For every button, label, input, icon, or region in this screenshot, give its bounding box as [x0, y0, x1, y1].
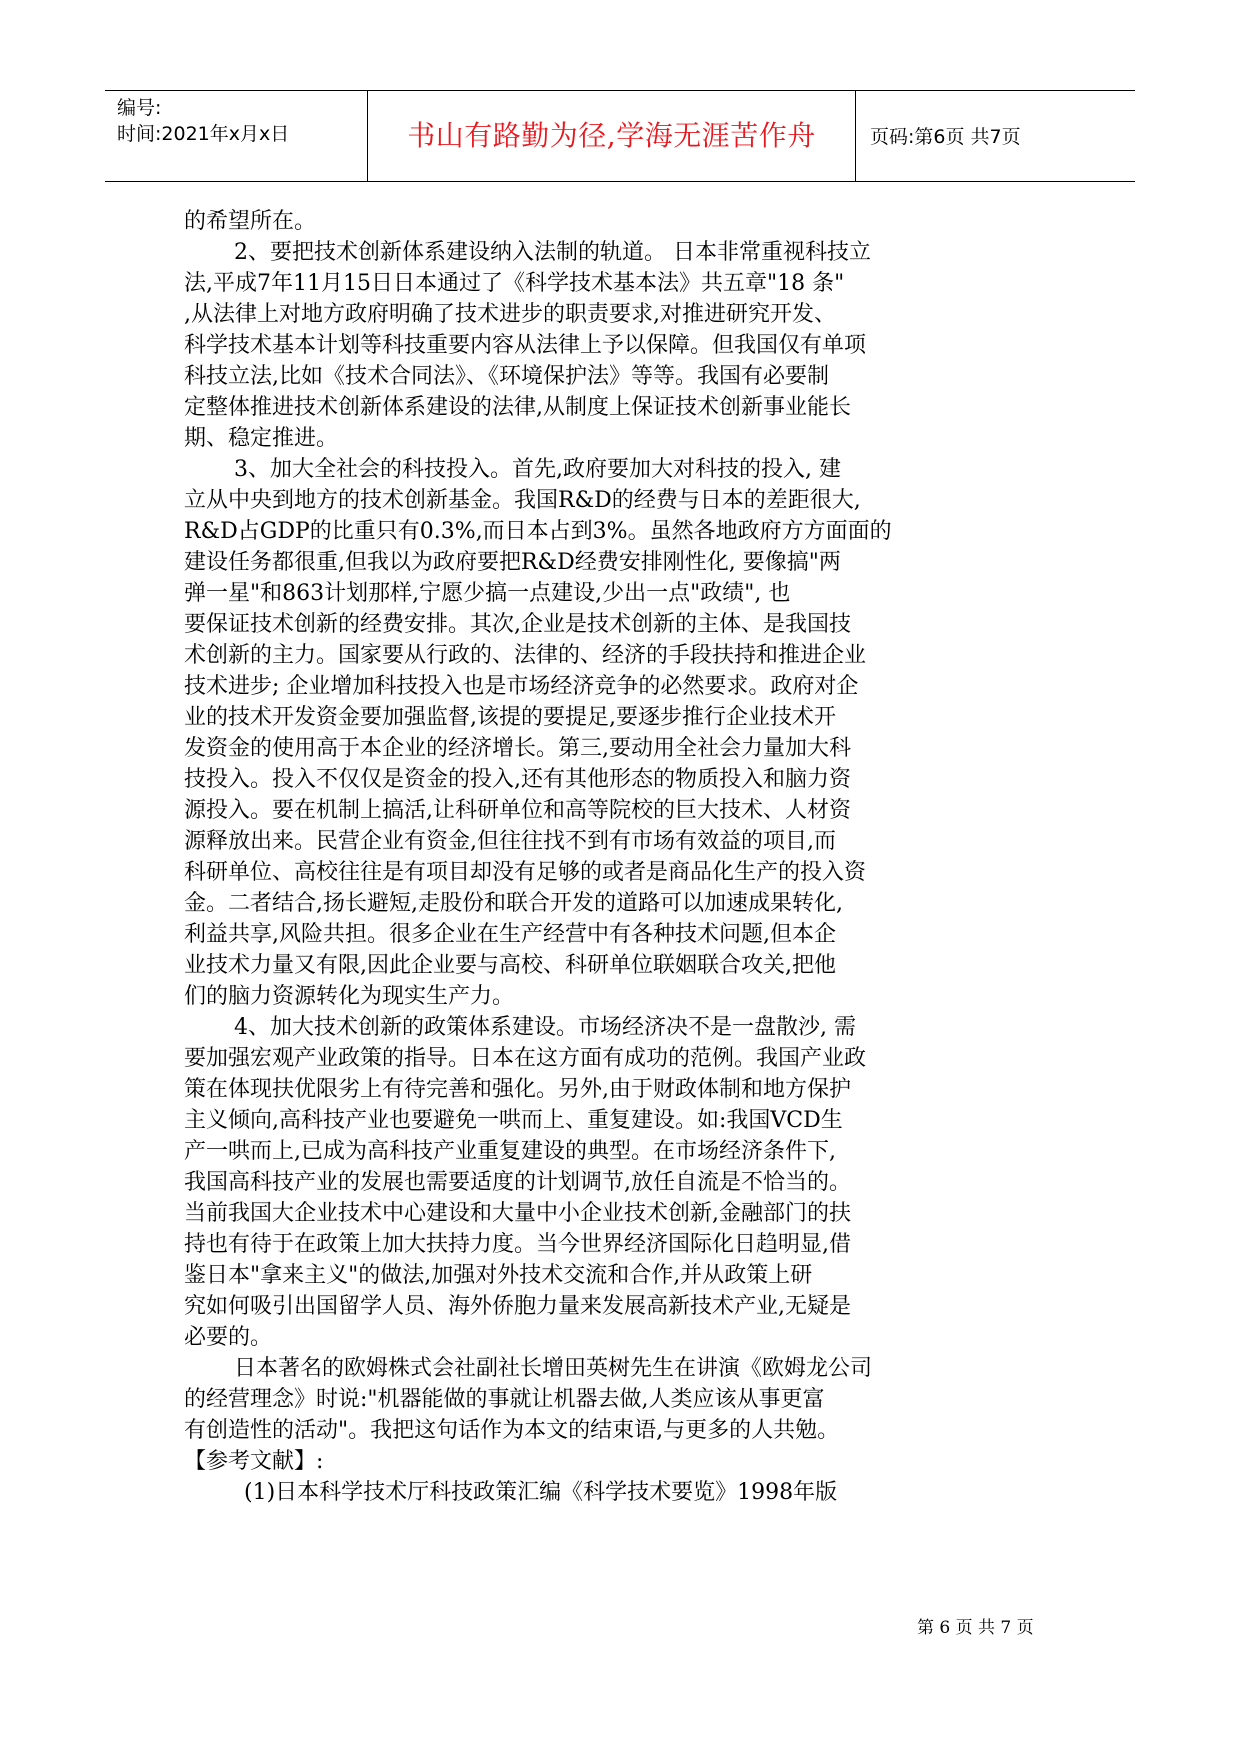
body-text-line: 持也有待于在政策上加大扶持力度。当今世界经济国际化日趋明显,借 [184, 1232, 851, 1257]
body-text-line: 科技立法,比如《技术合同法》、《环境保护法》等等。我国有必要制 [184, 364, 829, 389]
document-time-label: 时间:2021年x月x日 [117, 123, 290, 145]
body-text-line: 日本著名的欧姆株式会社副社长增田英树先生在讲演《欧姆龙公司 [234, 1356, 873, 1381]
body-text-line: 定整体推进技术创新体系建设的法律,从制度上保证技术创新事业能长 [184, 395, 851, 420]
body-text-line: 有创造性的活动"。我把这句话作为本文的结束语,与更多的人共勉。 [184, 1418, 840, 1443]
header-motto-cell [368, 91, 856, 181]
body-text-line: 策在体现扶优限劣上有待完善和强化。另外,由于财政体制和地方保护 [184, 1077, 851, 1102]
body-text-line: 要保证技术创新的经费安排。其次,企业是技术创新的主体、是我国技 [184, 612, 851, 637]
body-text-line: 鉴日本"拿来主义"的做法,加强对外技术交流和合作,并从政策上研 [184, 1263, 813, 1288]
body-text-line: 业的技术开发资金要加强监督,该提的要提足,要逐步推行企业技术开 [184, 705, 836, 730]
header-meta-cell [105, 91, 368, 181]
body-text-line: 术创新的主力。国家要从行政的、法律的、经济的手段扶持和推进企业 [184, 643, 867, 668]
body-text-line: 产一哄而上,已成为高科技产业重复建设的典型。在市场经济条件下, [184, 1139, 836, 1164]
body-text-line: R&D占GDP的比重只有0.3%,而日本占到3%。虽然各地政府方方面面的 [184, 519, 892, 544]
body-text-line: 弹一星"和863计划那样,宁愿少搞一点建设,少出一点"政绩", 也 [184, 581, 791, 606]
body-text-line: 们的脑力资源转化为现实生产力。 [184, 984, 515, 1009]
body-text-line: 技术进步; 企业增加科技投入也是市场经济竞争的必然要求。政府对企 [184, 674, 859, 699]
header-motto: 书山有路勤为径,学海无涯苦作舟 [407, 119, 816, 152]
body-text-line: 我国高科技产业的发展也需要适度的计划调节,放任自流是不恰当的。 [184, 1170, 851, 1195]
body-text-line: 3、加大全社会的科技投入。首先,政府要加大对科技的投入, 建 [234, 457, 841, 482]
body-text-line: 究如何吸引出国留学人员、海外侨胞力量来发展高新技术产业,无疑是 [184, 1294, 851, 1319]
body-text-line: 当前我国大企业技术中心建设和大量中小企业技术创新,金融部门的扶 [184, 1201, 851, 1226]
body-text-line: 业技术力量又有限,因此企业要与高校、科研单位联姻联合攻关,把他 [184, 953, 836, 978]
body-text-line: 发资金的使用高于本企业的经济增长。第三,要动用全社会力量加大科 [184, 736, 851, 761]
body-text-line: 的经营理念》时说:"机器能做的事就让机器去做,人类应该从事更富 [184, 1387, 825, 1412]
body-text-line: 利益共享,风险共担。很多企业在生产经营中有各种技术问题,但本企 [184, 922, 836, 947]
body-text-line: 建设任务都很重,但我以为政府要把R&D经费安排刚性化, 要像搞"两 [184, 550, 841, 575]
body-text-line: 源投入。要在机制上搞活,让科研单位和高等院校的巨大技术、人材资 [184, 798, 851, 823]
body-text-line: ,从法律上对地方政府明确了技术进步的职责要求,对推进研究开发、 [184, 302, 836, 327]
body-text-line: 科学技术基本计划等科技重要内容从法律上予以保障。但我国仅有单项 [184, 333, 867, 358]
references-heading: 【参考文献】: [184, 1449, 324, 1474]
body-text-line: 要加强宏观产业政策的指导。日本在这方面有成功的范例。我国产业政 [184, 1046, 867, 1071]
page-header [105, 90, 1135, 182]
reference-item: (1)日本科学技术厅科技政策汇编《科学技术要览》1998年版 [244, 1480, 838, 1505]
page-footer-number: 第 6 页 共 7 页 [917, 1618, 1034, 1638]
body-text-line: 4、加大技术创新的政策体系建设。市场经济决不是一盘散沙, 需 [234, 1015, 856, 1040]
body-text-line: 的希望所在。 [184, 209, 317, 234]
body-text-line: 技投入。投入不仅仅是资金的投入,还有其他形态的物质投入和脑力资 [184, 767, 851, 792]
body-text-line: 科研单位、高校往往是有项目却没有足够的或者是商品化生产的投入资 [184, 860, 867, 885]
header-page-info: 页码:第6页 共7页 [870, 126, 1021, 148]
header-page-cell [856, 91, 1135, 181]
body-text-line: 必要的。 [184, 1325, 273, 1350]
body-text-line: 2、要把技术创新体系建设纳入法制的轨道。 日本非常重视科技立 [234, 240, 871, 265]
body-text-line: 期、稳定推进。 [184, 426, 339, 451]
body-text-line: 立从中央到地方的技术创新基金。我国R&D的经费与日本的差距很大, [184, 488, 861, 513]
document-number-label: 编号: [117, 97, 162, 119]
body-text-line: 源释放出来。民营企业有资金,但往往找不到有市场有效益的项目,而 [184, 829, 836, 854]
body-text-line: 金。二者结合,扬长避短,走股份和联合开发的道路可以加速成果转化, [184, 891, 843, 916]
body-text-line: 主义倾向,高科技产业也要避免一哄而上、重复建设。如:我国VCD生 [184, 1108, 843, 1133]
document-body [184, 206, 1044, 1508]
body-text-line: 法,平成7年11月15日日本通过了《科学技术基本法》共五章"18 条" [184, 271, 845, 296]
